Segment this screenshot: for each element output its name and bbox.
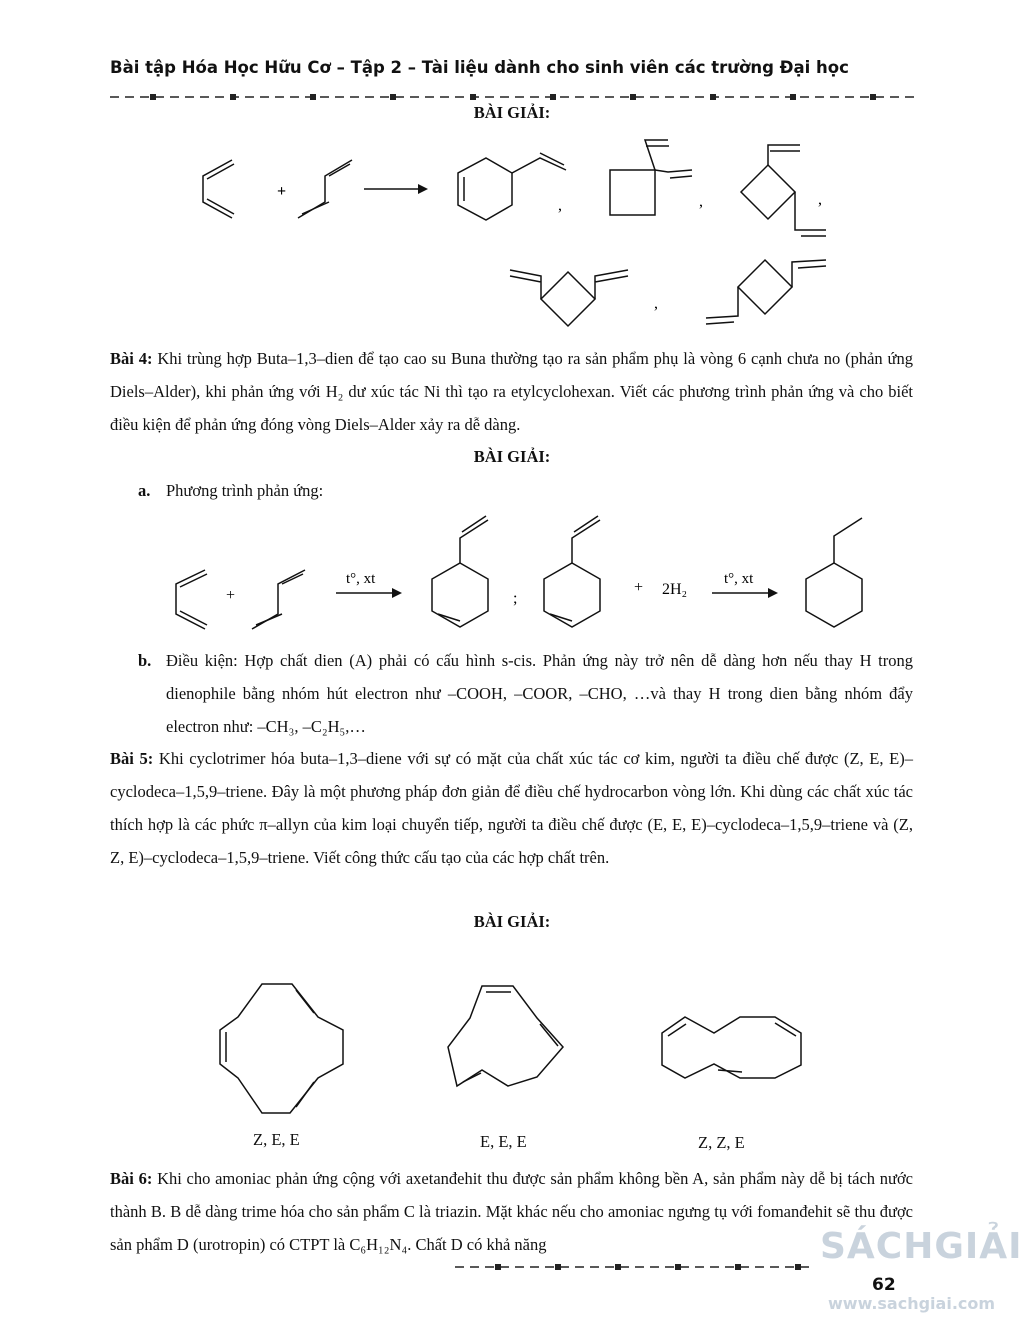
scheme1-comma-3: , [818, 191, 822, 208]
page-header: Bài tập Hóa Học Hữu Cơ – Tập 2 – Tài liệu dành cho sinh viên các trường Đại học [110, 58, 849, 77]
part-b-marker: b. [138, 651, 152, 670]
solution-heading-2: BÀI GIẢI: [473, 447, 551, 466]
bai6-text: Khi cho amoniac phản ứng cộng với axetanđehit thu được sản phẩm không bền A, sản phẩm này dễ bị tách nước thành B. B dễ dàng trime hóa cho sản phẩm C là triazin. Mặt khác nếu cho amoniac ngưng tụ với fomanđehit sẽ thu được sản phẩm D (urotropin) có CTPT là C₆H₁₂N₄. Chất D có khả năng [110, 1169, 913, 1254]
bai6-label: Bài 6: [110, 1169, 153, 1188]
scheme2-plus-2: + [634, 579, 644, 596]
solution-heading-3: BÀI GIẢI: [473, 912, 551, 931]
solution-heading-1: BÀI GIẢI: [473, 103, 551, 122]
bai5-label: Bài 5: [110, 749, 154, 768]
bai4-text: Khi trùng hợp Buta–1,3–dien để tạo cao su Buna thường tạo ra sản phẩm phụ là vòng 6 cạnh chưa no (phản ứng Diels–Alder), khi phản ứng với H₂ dư xúc tác Ni thì tạo ra etylcyclohexan. Viết các phương trình phản ứng và cho biết điều kiện để phản ứng đóng vòng Diels–Alder xảy ra dễ dàng. [110, 349, 913, 434]
scheme2-h2: 2H₂ [662, 581, 688, 598]
caption-eee: E, E, E [480, 1132, 527, 1151]
bai6-paragraph [110, 1162, 913, 1261]
bai5-text: Khi cyclotrimer hóa buta–1,3–diene với sự có mặt của chất xúc tác cơ kim, người ta điều chế được (Z, E, E)–cyclodeca–1,5,9–triene. Đây là một phương pháp đơn giản để điều chế hydrocarbon vòng lớn. Khi dùng các chất xúc tác thích hợp là các phức π–allyn của kim loại chuyển tiếp, người ta điều chế được (E, E, E)–cyclodeca–1,5,9–triene và (Z, Z, E)–cyclodeca–1,5,9–triene. Viết công thức cấu tạo của các hợp chất trên. [110, 749, 913, 867]
part-b-text: Điều kiện: Hợp chất dien (A) phải có cấu hình s-cis. Phản ứng này trở nên dễ dàng hơn nếu thay H trong dienophile bằng nhóm hút electron như –COOH, –COOR, –CHO, …và thay H trong dien bằng nhóm đẩy electron như: –CH₃, –C₂H₅,… [166, 651, 913, 736]
scheme2-semicolon: ; [513, 590, 518, 607]
watermark-url: www.sachgiai.com [828, 1294, 996, 1313]
caption-zze: Z, Z, E [698, 1133, 745, 1152]
part-a-marker: a. [138, 481, 151, 500]
bai4-label: Bài 4: [110, 349, 153, 368]
scheme1-plus: + [277, 183, 287, 200]
footer-divider [455, 1262, 810, 1272]
scheme2-plus-1: + [226, 587, 236, 604]
page-number: 62 [872, 1275, 896, 1295]
caption-zee: Z, E, E [253, 1130, 300, 1149]
scheme1-comma-2: , [699, 193, 703, 210]
watermark-brand: SÁCHGIẢI [820, 1226, 1023, 1267]
scheme2-cond-1: t°, xt [346, 571, 376, 587]
scheme1-comma-1: , [558, 197, 562, 214]
part-a-text: Phương trình phản ứng: [166, 481, 324, 500]
scheme2-cond-2: t°, xt [724, 571, 754, 587]
scheme1-comma-4: , [654, 295, 658, 312]
